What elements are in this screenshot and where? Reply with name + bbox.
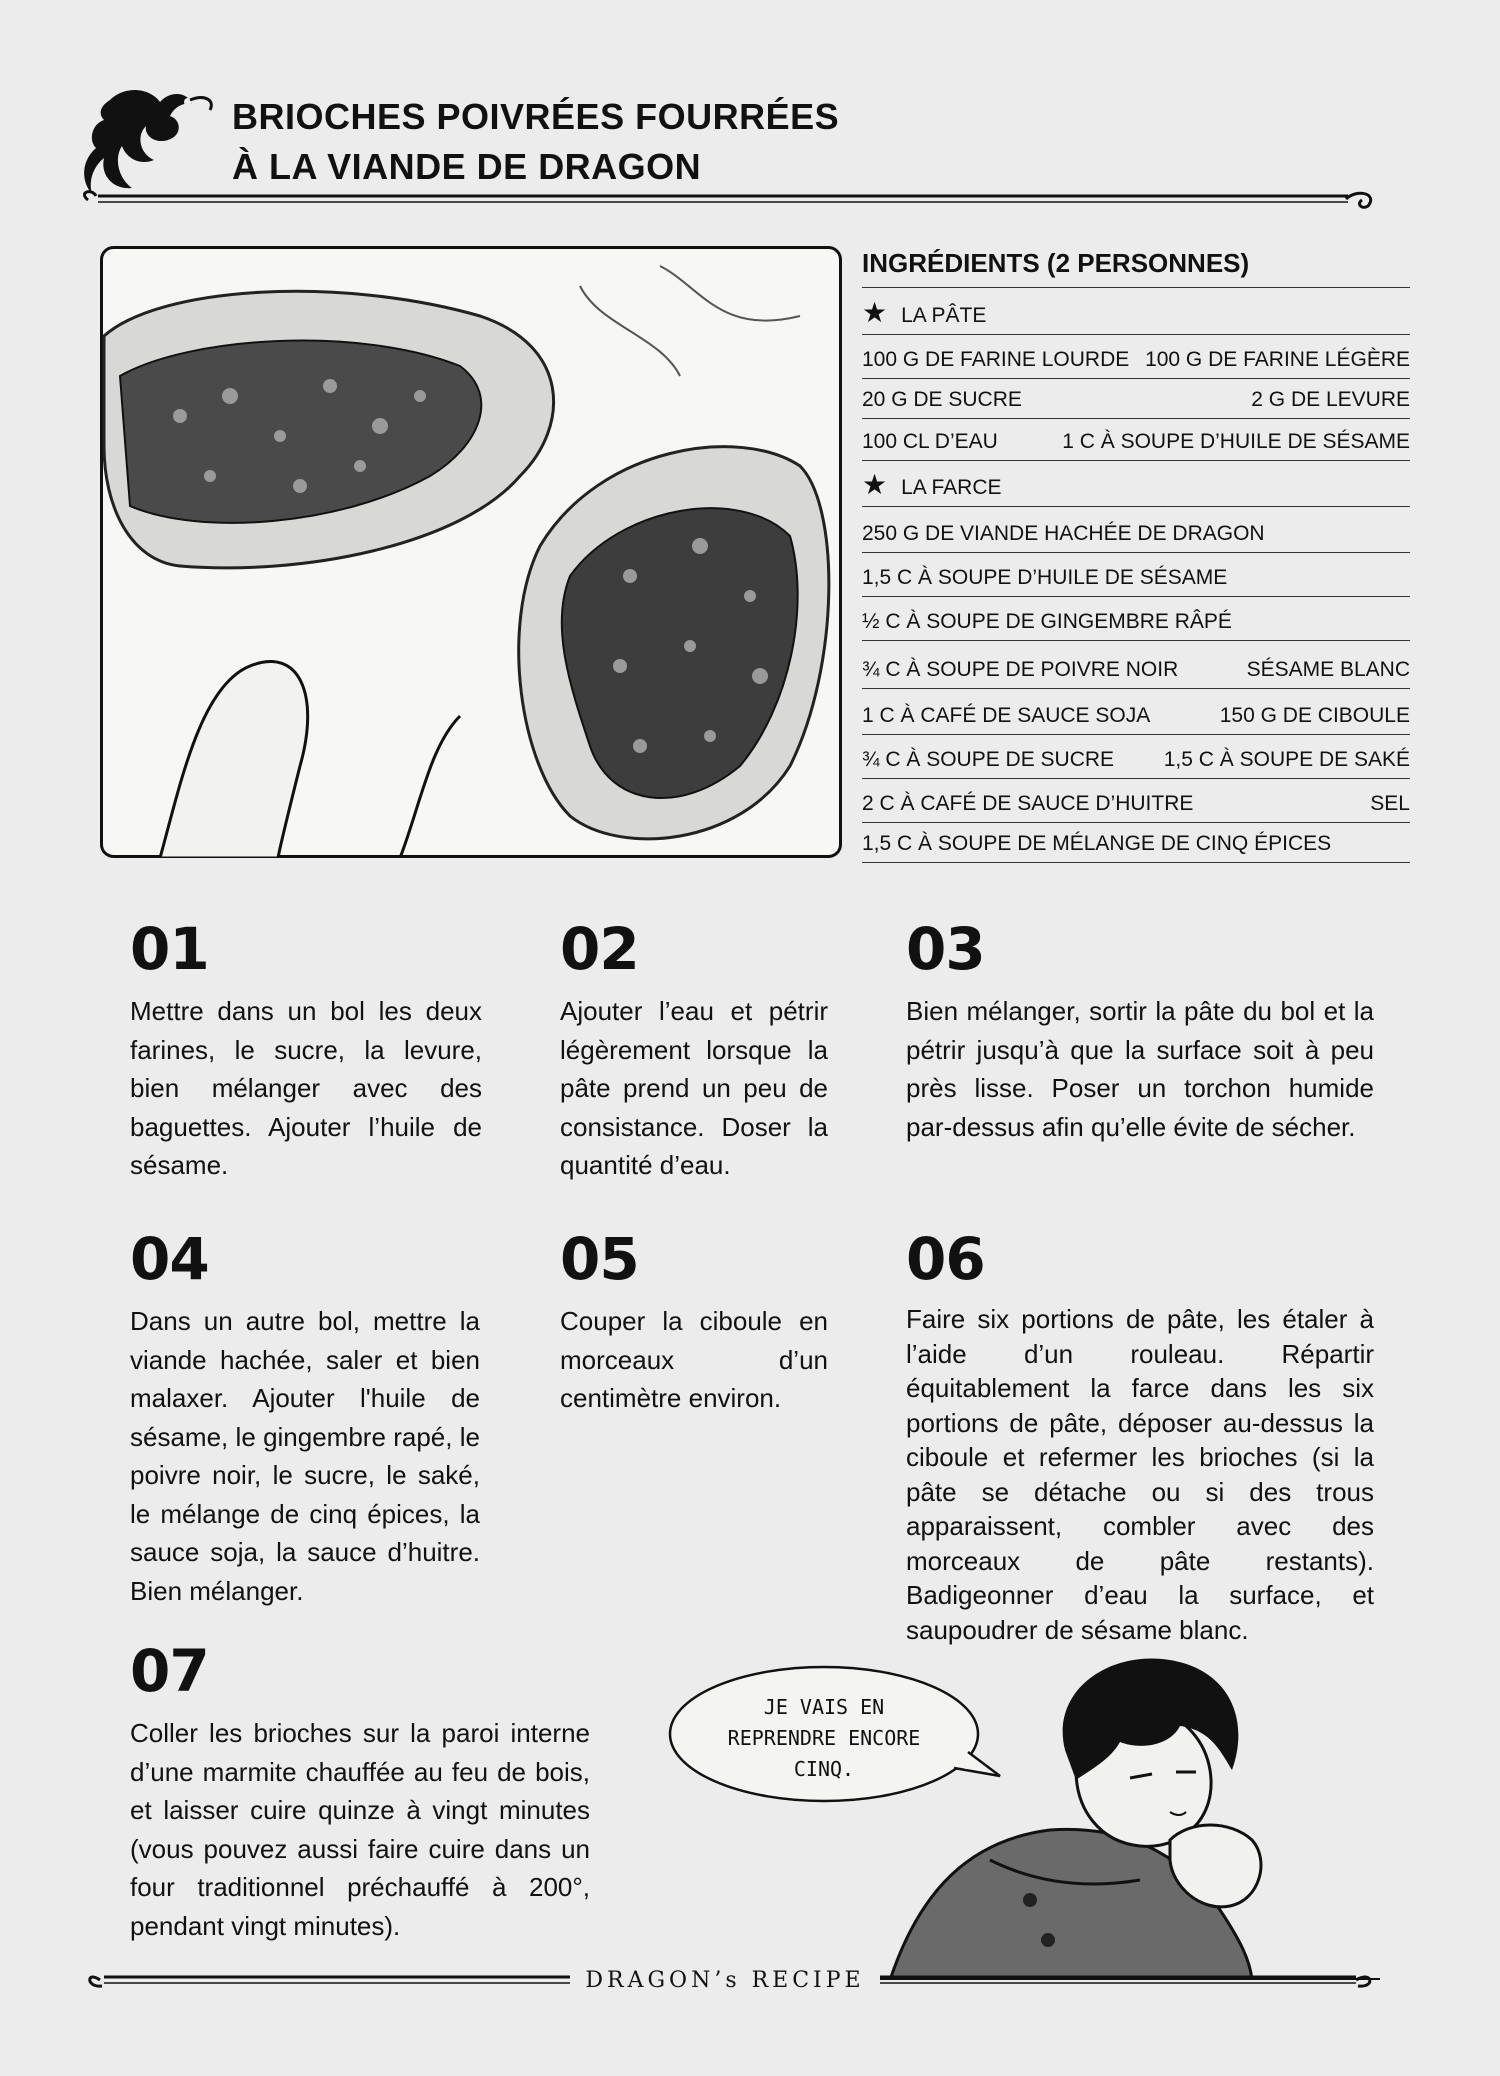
character-illustration (880, 1650, 1380, 1980)
star-icon: ★ (862, 469, 888, 500)
star-icon: ★ (862, 297, 888, 328)
ingredient-row: 100 CL D’EAU 1 C À SOUPE D’HUILE DE SÉSAME (862, 418, 1410, 461)
step-text: Dans un autre bol, mettre la viande hachée, saler et bien malaxer. Ajouter l'huile de sésame, le gingembre rapé, le poivre noir, le sucre, le saké, le mélange de cinq épices, la sauce soja, la sauce d’huitre. Bien mélanger. (130, 1306, 480, 1606)
step-text: Coller les brioches sur la paroi interne d’une marmite chauffée au feu de bois, et laisser cuire quinze à vingt minutes (vous pouvez aussi faire cuire dans un four traditionnel préchauffé à 200°, pendant vingt minutes). (130, 1718, 590, 1941)
step-number: 07 (130, 1637, 209, 1705)
ingredients-heading: INGRÉDIENTS (2 PERSONNES) (862, 248, 1250, 278)
recipe-title-line-2: À LA VIANDE DE DRAGON (232, 146, 702, 187)
ingredient-row: ¾ C À SOUPE DE SUCRE 1,5 C À SOUPE DE SAKÉ (862, 734, 1410, 779)
step-number: 03 (906, 915, 985, 983)
step-text: Bien mélanger, sortir la pâte du bol et la pétrir jusqu’à que la surface soit à peu près lisse. Poser un torchon humide par-dessus afin qu’elle évite de sécher. (906, 996, 1374, 1142)
ingredient-row: 1,5 C À SOUPE DE MÉLANGE DE CINQ ÉPICES (862, 822, 1410, 863)
step-02 (560, 915, 828, 1185)
step-04 (130, 1225, 480, 1610)
ingredient-row: 1 C À CAFÉ DE SAUCE SOJA 150 G DE CIBOULE (862, 688, 1410, 735)
ingredient-row: ½ C À SOUPE DE GINGEMBRE RÂPÉ (862, 596, 1410, 641)
ingredient-row: 2 C À CAFÉ DE SAUCE D’HUITRE SEL (862, 778, 1410, 823)
brioche-illustration (100, 246, 842, 858)
step-text: Couper la ciboule en morceaux d’un centimètre environ. (560, 1306, 828, 1413)
header-rule (78, 188, 1378, 212)
ingredient-section-farce: ★ LA FARCE (862, 460, 1410, 507)
step-06 (906, 1225, 1374, 1647)
recipe-title-line-1: BRIOCHES POIVRÉES FOURRÉES (232, 96, 840, 137)
ingredient-row: 20 G DE SUCRE 2 G DE LEVURE (862, 378, 1410, 419)
step-number: 04 (130, 1225, 209, 1293)
step-number: 01 (130, 915, 209, 983)
ingredient-section-pate: ★ LA PÂTE (862, 290, 1410, 335)
ingredient-row: ¾ C À SOUPE DE POIVRE NOIR SÉSAME BLANC (862, 640, 1410, 689)
step-03 (906, 915, 1374, 1146)
ingredients-heading-rule (862, 287, 1410, 288)
step-07 (130, 1637, 590, 1945)
step-number: 06 (906, 1225, 985, 1293)
step-number: 05 (560, 1225, 639, 1293)
step-text: Faire six portions de pâte, les étaler à l’aide d’un rouleau. Répartir équitablement la farce dans les six portions de pâte, déposer au-dessus la ciboule et refermer les brioches (si la pâte se détache ou si des trous apparaissent, combler avec des morceaux de pâte restants). Badigeonner d’eau la surface, et saupoudrer de sésame blanc. (906, 1304, 1374, 1645)
step-text: Mettre dans un bol les deux farines, le sucre, la levure, bien mélanger avec des baguettes. Ajouter l’huile de sésame. (130, 996, 482, 1180)
step-text: Ajouter l’eau et pétrir légèrement lorsque la pâte prend un peu de consistance. Doser la quantité d’eau. (560, 996, 828, 1180)
step-05 (560, 1225, 828, 1418)
ingredient-row: 1,5 C À SOUPE D’HUILE DE SÉSAME (862, 552, 1410, 597)
ingredient-row: 100 G DE FARINE LOURDE 100 G DE FARINE LÉGÈRE (862, 334, 1410, 379)
step-number: 02 (560, 915, 639, 983)
ingredient-row: 250 G DE VIANDE HACHÉE DE DRAGON (862, 506, 1410, 553)
step-01 (130, 915, 482, 1185)
speech-bubble-text: JE VAIS EN REPRENDRE ENCORE CINQ. (727, 1695, 921, 1781)
footer-title: DRAGON’s RECIPE (570, 1968, 880, 1993)
